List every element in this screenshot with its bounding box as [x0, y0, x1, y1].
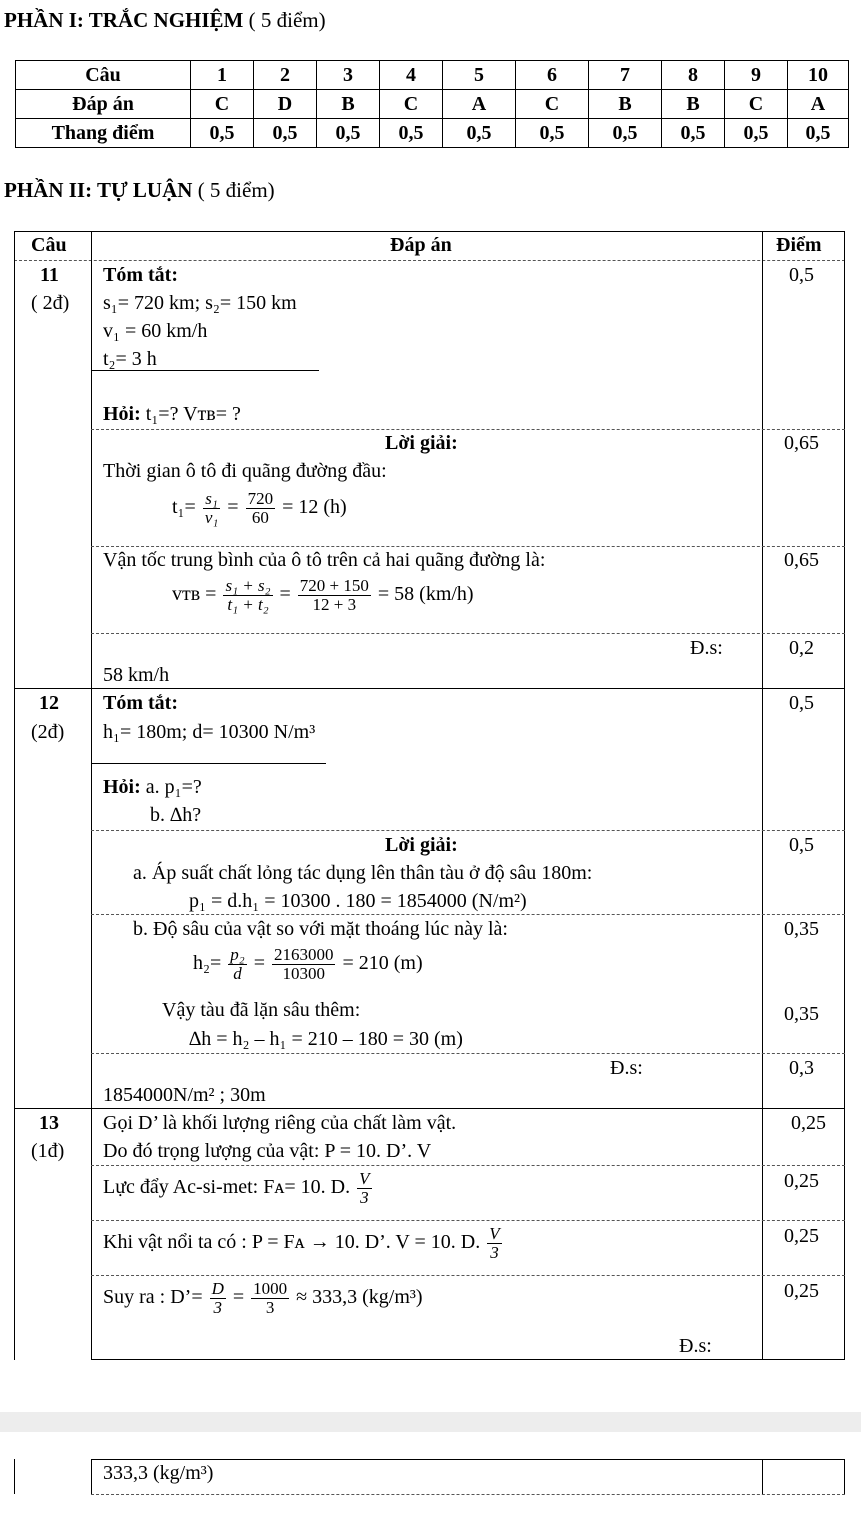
q13-number: 13	[39, 1112, 59, 1134]
q12-score: 0,3	[789, 1057, 814, 1079]
mc-row-answers	[16, 90, 849, 119]
q11-score: 0,2	[789, 637, 814, 659]
row-divider	[91, 1275, 845, 1276]
row-divider	[91, 1220, 845, 1221]
q12-points: (2đ)	[31, 721, 65, 743]
q11-given: v₁ = 60 km/h	[103, 320, 208, 342]
mc-row-label: Câu	[16, 61, 191, 90]
mc-cell: A	[443, 90, 516, 119]
mc-cell: 4	[380, 61, 443, 90]
col-divider	[91, 1459, 92, 1494]
mc-cell: C	[191, 90, 254, 119]
mc-row-label: Thang điểm	[16, 119, 191, 148]
mc-cell: 0,5	[380, 119, 443, 148]
q12-score: 0,35	[784, 1003, 819, 1025]
mc-cell: 0,5	[191, 119, 254, 148]
mc-cell: 0,5	[725, 119, 788, 148]
q13-line: Do đó trọng lượng của vật: P = 10. D’. V	[103, 1140, 432, 1162]
summary-underline	[91, 763, 326, 764]
summary-underline	[91, 370, 319, 371]
q11-score: 0,65	[784, 432, 819, 454]
q11-given: t₂= 3 h	[103, 348, 157, 370]
mc-cell: 0,5	[443, 119, 516, 148]
mc-cell: 1	[191, 61, 254, 90]
q11-answer-label: Đ.s:	[690, 637, 723, 659]
row-divider	[91, 633, 845, 634]
mc-cell: A	[788, 90, 849, 119]
q11-number: 11	[40, 264, 59, 286]
part1-title: PHẦN I: TRẮC NGHIỆM ( 5 điểm)	[4, 8, 326, 32]
q12-score: 0,5	[789, 834, 814, 856]
col-divider	[762, 231, 763, 1360]
mc-cell: 0,5	[662, 119, 725, 148]
q12-score: 0,35	[784, 918, 819, 940]
q13-line: Khi vật nổi ta có : P = Fᴀ → 10. D’. V = 10. D. $\frac{V}{3}$	[103, 1224, 500, 1262]
table-bottom-border	[91, 1359, 845, 1360]
multiple-choice-table	[15, 60, 849, 148]
q12-answer: 1854000N/m² ; 30m	[103, 1084, 266, 1106]
mc-cell: B	[589, 90, 662, 119]
q11-formula1: t₁= $\frac{\text{s₁}}{\text{v₁}}$ = $\frac{720}{60}$ = 12 (h)	[172, 489, 347, 527]
q12-part-a-formula: p₁ = d.h₁ = 10300 . 180 = 1854000 (N/m²)	[189, 890, 527, 912]
col-divider	[762, 1459, 763, 1494]
q13-answer: 333,3 (kg/m³)	[103, 1462, 214, 1484]
row-divider	[14, 1108, 845, 1109]
q12-question-b: b. ∆h?	[150, 804, 202, 826]
table-left-border	[14, 231, 15, 1360]
row-divider	[91, 546, 845, 547]
mc-cell: 0,5	[589, 119, 662, 148]
q12-solution-label: Lời giải:	[385, 834, 458, 856]
q11-step-text: Thời gian ô tô đi quãng đường đầu:	[103, 460, 387, 482]
header-divider	[14, 260, 845, 261]
mc-cell: 0,5	[254, 119, 317, 148]
q12-formula: h₂= $\frac{\text{p₂}}{d}$ = $\frac{2163000}{10300}$ = 210 (m)	[193, 945, 423, 983]
mc-cell: 0,5	[317, 119, 380, 148]
mc-cell: 10	[788, 61, 849, 90]
mc-cell: 7	[589, 61, 662, 90]
mc-cell: B	[317, 90, 380, 119]
mc-cell: 6	[516, 61, 589, 90]
table-right-border	[844, 231, 845, 1360]
row-divider	[14, 688, 845, 689]
mc-row-label: Đáp án	[16, 90, 191, 119]
header-diem: Điểm	[776, 234, 822, 256]
mc-row-points	[16, 119, 849, 148]
page-break	[0, 1412, 861, 1432]
mc-cell: 0,5	[788, 119, 849, 148]
q13-line: Suy ra : D’= $\frac{D}{3}$ = $\frac{1000}{3}$ ≈ 333,3 (kg/m³)	[103, 1279, 423, 1317]
q11-score: 0,65	[784, 549, 819, 571]
q11-question: Hỏi: t₁=? Vᴛʙ= ?	[103, 403, 241, 425]
row-divider	[91, 1459, 845, 1460]
q12-conclusion-text: Vậy tàu đã lặn sâu thêm:	[162, 999, 361, 1021]
q13-score: 0,25	[791, 1112, 826, 1134]
q12-dh-formula: ∆h = h₂ – h₁ = 210 – 180 = 30 (m)	[189, 1028, 463, 1050]
header-cau: Câu	[31, 234, 67, 256]
q12-given: h₁= 180m; d= 10300 N/m³	[103, 721, 316, 743]
q11-score: 0,5	[789, 264, 814, 286]
q13-line: Lực đẩy Ac-si-met: Fᴀ= 10. D. $\frac{V}{3}$	[103, 1169, 370, 1207]
q12-summary-label: Tóm tắt:	[103, 692, 178, 714]
table-left-border	[14, 1459, 15, 1494]
q11-step-text: Vận tốc trung bình của ô tô trên cả hai quãng đường là:	[103, 549, 546, 571]
q11-points: ( 2đ)	[31, 292, 70, 314]
q12-answer-label: Đ.s:	[610, 1057, 643, 1079]
mc-cell: 0,5	[516, 119, 589, 148]
mc-cell: C	[516, 90, 589, 119]
q12-number: 12	[39, 692, 59, 714]
q11-formula2: vᴛʙ = $\frac{\text{s₁ + s₂}}{\text{t₁ + t₂}}$ = $\frac{720 + 150}{12 + 3}$ = 58 (km/h)	[172, 576, 474, 614]
q13-answer-label: Đ.s:	[679, 1335, 712, 1357]
mc-cell: 5	[443, 61, 516, 90]
row-divider	[91, 914, 845, 915]
mc-cell: C	[380, 90, 443, 119]
part2-title: PHẦN II: TỰ LUẬN ( 5 điểm)	[4, 178, 275, 202]
row-divider	[91, 1494, 845, 1495]
q13-score: 0,25	[784, 1225, 819, 1247]
q13-line: Gọi D’ là khối lượng riêng của chất làm vật.	[103, 1112, 457, 1134]
q13-score: 0,25	[784, 1280, 819, 1302]
mc-cell: C	[725, 90, 788, 119]
q12-question: Hỏi: a. p₁=?	[103, 776, 202, 798]
q13-points: (1đ)	[31, 1140, 65, 1162]
mc-cell: 8	[662, 61, 725, 90]
q12-score: 0,5	[789, 692, 814, 714]
q13-score: 0,25	[784, 1170, 819, 1192]
mc-cell: B	[662, 90, 725, 119]
q12-part-b-text: b. Độ sâu của vật so với mặt thoáng lúc này là:	[133, 918, 508, 940]
row-divider	[91, 1165, 845, 1166]
table-right-border	[844, 1459, 845, 1494]
row-divider	[91, 1053, 845, 1054]
mc-cell: 2	[254, 61, 317, 90]
row-divider	[91, 830, 845, 831]
header-dap-an: Đáp án	[390, 234, 452, 256]
row-divider	[91, 429, 845, 430]
q12-part-a-text: a. Áp suất chất lỏng tác dụng lên thân tàu ở độ sâu 180m:	[133, 862, 593, 884]
mc-row-questions	[16, 61, 849, 90]
mc-cell: D	[254, 90, 317, 119]
mc-cell: 3	[317, 61, 380, 90]
q11-solution-label: Lời giải:	[385, 432, 458, 454]
q11-given: s₁= 720 km; s₂= 150 km	[103, 292, 297, 314]
q11-summary-label: Tóm tắt:	[103, 264, 178, 286]
q11-answer: 58 km/h	[103, 664, 170, 686]
table-top-border	[14, 231, 845, 232]
mc-cell: 9	[725, 61, 788, 90]
col-divider	[91, 231, 92, 1360]
